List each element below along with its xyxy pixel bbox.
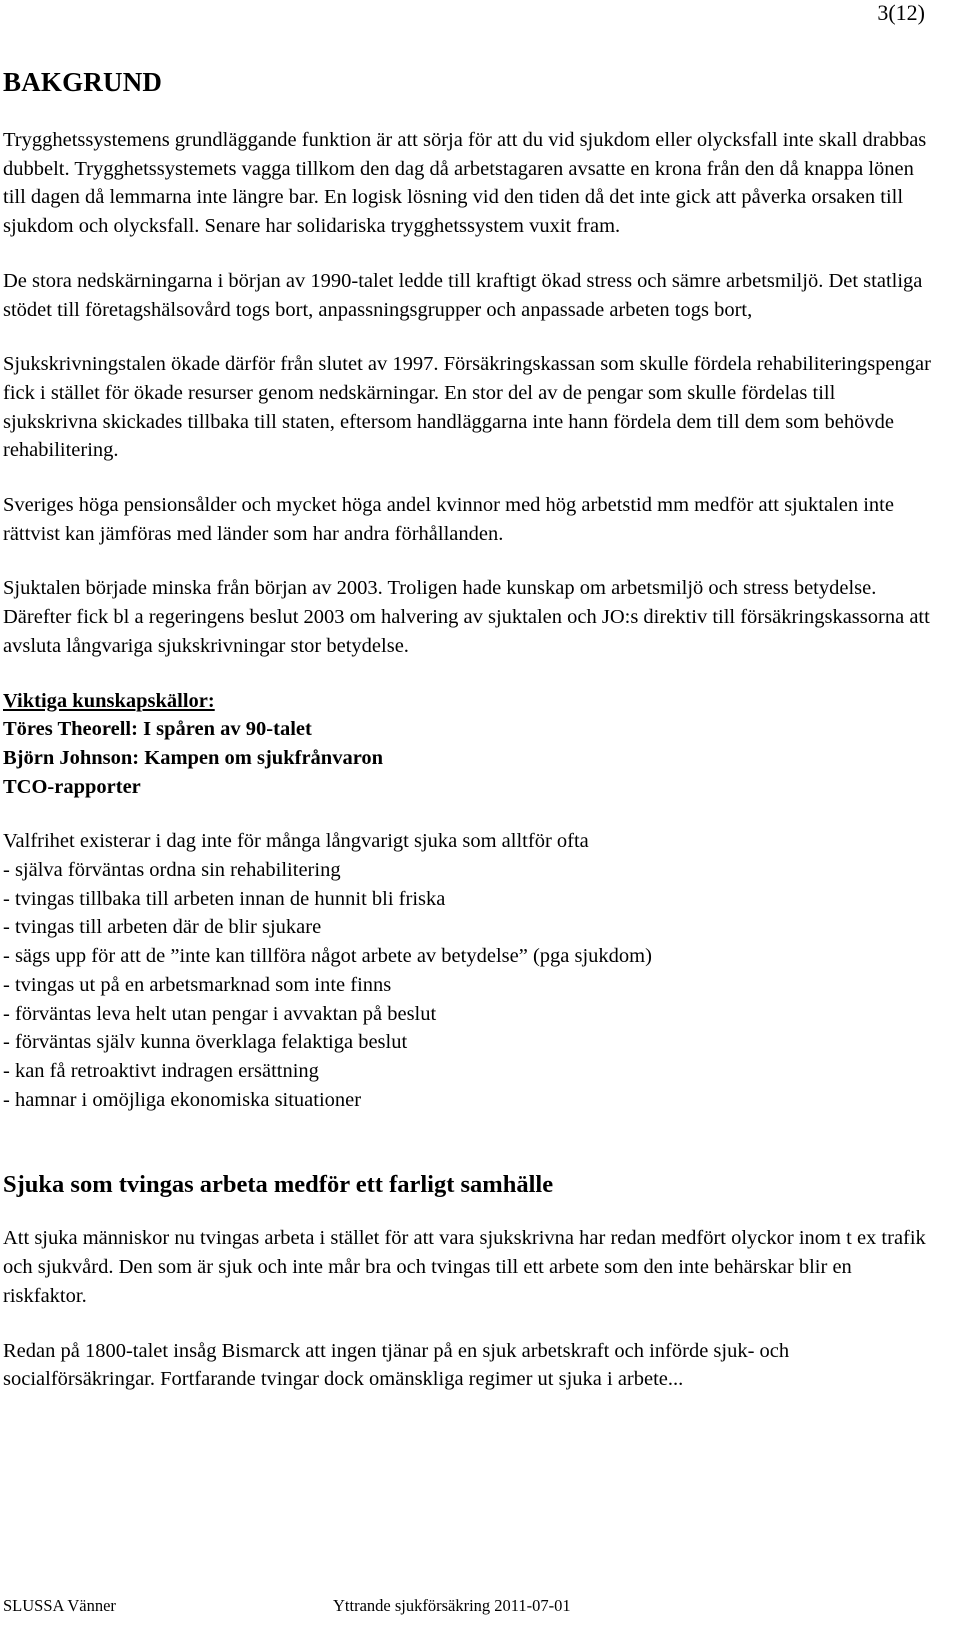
paragraph-sjukskrivningstal: Sjukskrivningstalen ökade därför från slutet av 1997. Försäkringskassan som skulle fördela rehabiliteringspengar fick i stället för ökade resurser genom nedskärningar. En stor del av de pengar som skulle fördelas till sjukskrivna skickades tillbaka till staten, eftersom handläggarna inte hann fördela dem till dem som behövde rehabilitering. — [3, 353, 931, 462]
list-item: - förväntas leva helt utan pengar i avvaktan på beslut — [3, 1002, 437, 1025]
page-number: 3(12) — [877, 0, 925, 25]
footer-document-title: Yttrande sjukförsäkring 2011-07-01 — [333, 1596, 571, 1615]
freedom-list — [3, 856, 933, 1114]
list-item: - kan få retroaktivt indragen ersättning — [3, 1059, 319, 1082]
knowledge-source-item: Töres Theorell: I spåren av 90-talet — [3, 718, 312, 741]
paragraph-sjuktal-2003: Sjuktalen började minska från början av 2003. Troligen hade kunskap om arbetsmiljö och stress betydelse. Därefter fick bl a regeringens beslut 2003 om halvering av sjuktalen och JO:s direktiv till försäkringskassorna att avsluta långvariga sjukskrivningar stor betydelse. — [3, 577, 930, 657]
paragraph-olyckor: Att sjuka människor nu tvingas arbeta i stället för att vara sjukskrivna har redan medfört olyckor inom t ex trafik och sjukvård. Den som är sjuk och inte mår bra och tvingas till ett arbete som den inte behärskar blir en riskfaktor. — [3, 1227, 926, 1307]
section-heading-bakgrund: BAKGRUND — [3, 67, 163, 97]
paragraph-pensionsalder: Sveriges höga pensionsålder och mycket höga andel kvinnor med hög arbetstid mm medför att sjuktalen inte rättvist kan jämföras med länder som har andra förhållanden. — [3, 494, 894, 545]
list-item: - förväntas själv kunna överklaga felaktiga beslut — [3, 1031, 408, 1054]
paragraph-bismarck: Redan på 1800-talet insåg Bismarck att ingen tjänar på en sjuk arbetskraft och införde sjuk- och socialförsäkringar. Fortfarande tvingar dock omänskliga regimer ut sjuka i arbete... — [3, 1339, 790, 1391]
footer-organization: SLUSSA Vänner — [3, 1596, 116, 1615]
document-content — [3, 62, 933, 1394]
list-item: - tvingas till arbeten där de blir sjukare — [3, 916, 322, 939]
paragraph-trygghetssystem: Trygghetssystemens grundläggande funktion är att sörja för att du vid sjukdom eller olycksfall inte skall drabbas dubbelt. Trygghetssystemets vagga tillkom den dag då arbetstagaren avsatte en krona från den då knappa lönen till dagen då lemmarna inte längre bar. En logisk lösning vid den tiden då det inte gick att påverka orsaken till sjukdom och olycksfall. Senare har solidariska trygghetssystem vuxit fram. — [3, 129, 927, 238]
knowledge-source-item: Björn Johnson: Kampen om sjukfrånvaron — [3, 746, 384, 769]
list-item: - sägs upp för att de ”inte kan tillföra något arbete av betydelse” (pga sjukdom) — [3, 945, 652, 968]
list-item: - tvingas ut på en arbetsmarknad som inte finns — [3, 973, 392, 996]
list-item: - hamnar i omöjliga ekonomiska situationer — [3, 1088, 362, 1111]
knowledge-source-item: TCO-rapporter — [3, 775, 141, 798]
paragraph-nedskarningar: De stora nedskärningarna i början av 1990-talet ledde till kraftigt ökad stress och sämre arbetsmiljö. Det statliga stödet till företagshälsovård togs bort, anpassningsgrupper och anpassade arbeten togs bort, — [3, 269, 923, 321]
list-item: - själva förväntas ordna sin rehabilitering — [3, 859, 341, 882]
section-heading-sjuka: Sjuka som tvingas arbeta medför ett farligt samhälle — [3, 1171, 554, 1199]
knowledge-sources — [3, 687, 933, 802]
list-item: - tvingas tillbaka till arbeten innan de hunnit bli friska — [3, 887, 446, 910]
knowledge-sources-heading: Viktiga kunskapskällor: — [3, 689, 215, 712]
freedom-intro: Valfrihet existerar i dag inte för många långvarigt sjuka som alltför ofta — [3, 830, 589, 853]
